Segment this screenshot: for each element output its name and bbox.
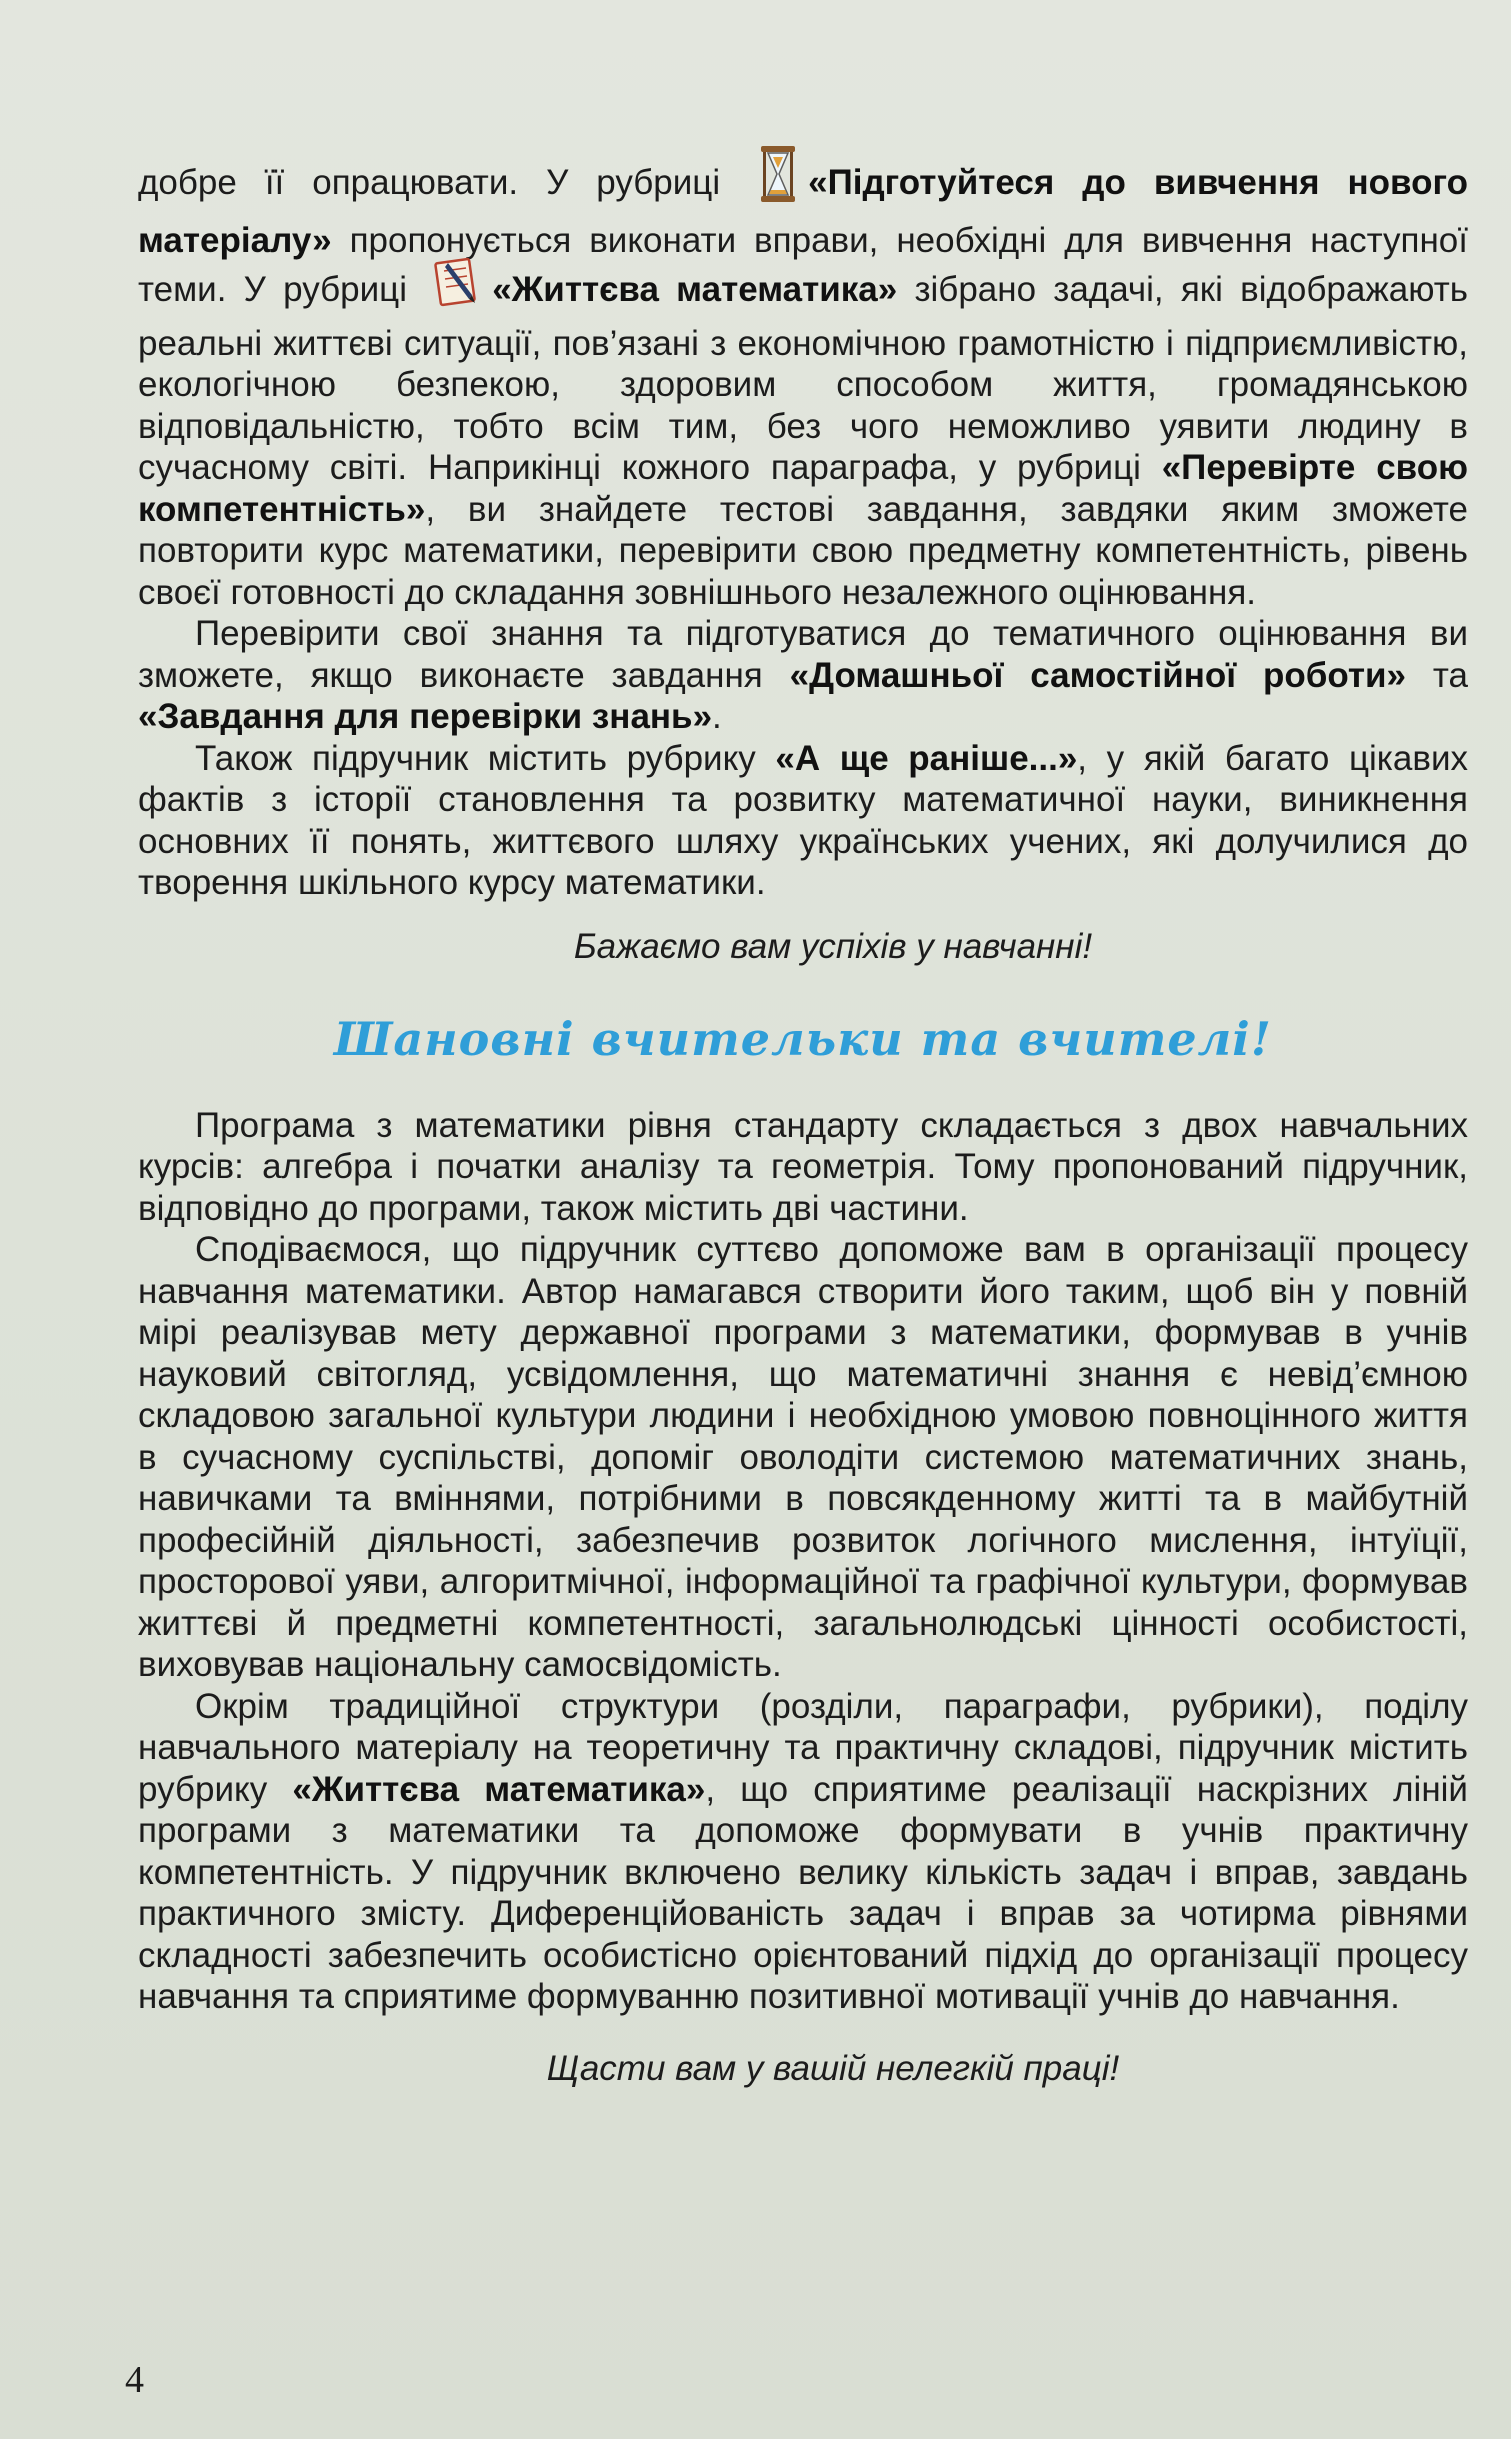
text-run: пропонується виконати вправи, необхідні для вивчення наступної теми. У рубриці (138, 220, 1468, 309)
intro-paragraph-3 (138, 738, 1468, 904)
page-content (138, 150, 1468, 2089)
rubric-title: «Завдання для перевірки знань» (138, 697, 713, 736)
text-run: Окрім традиційної структури (розділи, параграфи, рубрики), поділу навчального матеріалу на теоретичну та практичну складові, підручник містить рубрику (138, 1686, 1468, 1809)
text-run: , що сприятиме реалізації наскрізних ліній програми з математики та допоможе формувати в учнів практичну компетентність. У підручник включено велику кількість задач і вправ, завдань практичного змісту. Диференційованість задач і вправ за чотирма рівнями складності забезпечить особистісно орієнтований підхід до організації процесу навчання та сприятиме формуванню позитивної мотивації учнів до навчання. (138, 1769, 1468, 2016)
rubric-title: «Домашньої самостійної роботи» (789, 655, 1407, 695)
text-run: Також підручник містить рубрику (195, 738, 776, 778)
intro-paragraph-1 (138, 150, 1468, 613)
rubric-title: «Перевірте свою компетентність» (138, 448, 1468, 529)
rubric-title: «Підготуйтеся до вивчення нового матеріалу» (138, 163, 1468, 260)
rubric-title: «А ще раніше...» (775, 738, 1078, 778)
text-run: та (1406, 655, 1468, 695)
teachers-paragraph-1: Програма з математики рівня стандарту складається з двох навчальних курсів: алгебра і початки аналізу та геометрія. Тому пропонований підручник, відповідно до програми, також містить дві частини. (138, 1105, 1468, 1228)
text-run: . (712, 697, 722, 736)
teachers-paragraph-3 (138, 1686, 1468, 2018)
intro-closing: Бажаємо вам успіхів у навчанні! (573, 926, 1093, 966)
text-run: зібрано задачі, які відображають реальні життєві ситуації, пов’язані з економічною грамотністю і підприємливістю, екологічною безпекою, здоровим способом життя, громадянською відповідальністю, тобто всім тим, без чого неможливо уявити людину в сучасному світі. Наприкінці кожного параграфа, у рубриці (138, 270, 1468, 487)
teachers-heading: Шановні вчительки та вчителі! (334, 1012, 1272, 1066)
rubric-title: «Життєва математика» (292, 1769, 706, 1809)
page-number: 4 (125, 2359, 144, 2401)
teachers-paragraph-2: Сподіваємося, що підручник суттєво допоможе вам в організації процесу навчання математики. Автор намагався створити його таким, щоб він у повній мірі реалізував мету державної програми з математики, формував в учнів науковий світогляд, усвідомлення, що математичні знання є невід’ємною складовою загальної культури людини і необхідною умовою повноцінного життя в сучасному суспільстві, допоміг оволодіти системою математичних знань, навичками та вміннями, потрібними в повсякденному житті та в майбутній професійній діяльності, забезпечив розвиток логічного мислення, інтуїції, просторової уяви, алгоритмічної, інформаційної та графічної культури, формував життєві й предметні компетентності, загальнолюдські цінності особистості, виховував національну самосвідомість. (138, 1230, 1468, 1684)
teachers-closing: Щасти вам у вашій нелегкій праці! (546, 2048, 1120, 2088)
text-run: , у якій багато цікавих фактів з історії становлення та розвитку математичної науки, виникнення основних її понять, життєвого шляху українських учених, які долучилися до творення шкільного курсу математики. (138, 738, 1468, 902)
text-run: Перевірити свої знання та підготуватися до тематичного оцінювання ви зможете, якщо виконаєте завдання (138, 614, 1468, 695)
hourglass-icon (758, 144, 798, 214)
intro-paragraph-2 (138, 613, 1468, 738)
text-run: , ви знайдете тестові завдання, завдяки яким зможете повторити курс математики, перевірити свою предметну компетентність, рівень своєї готовності до складання зовнішнього незалежного оцінювання. (138, 489, 1468, 612)
rubric-title: «Життєва математика» (492, 270, 898, 309)
notebook-pencil-icon (434, 255, 482, 317)
text-run: добре її опрацювати. У рубриці (138, 163, 749, 202)
